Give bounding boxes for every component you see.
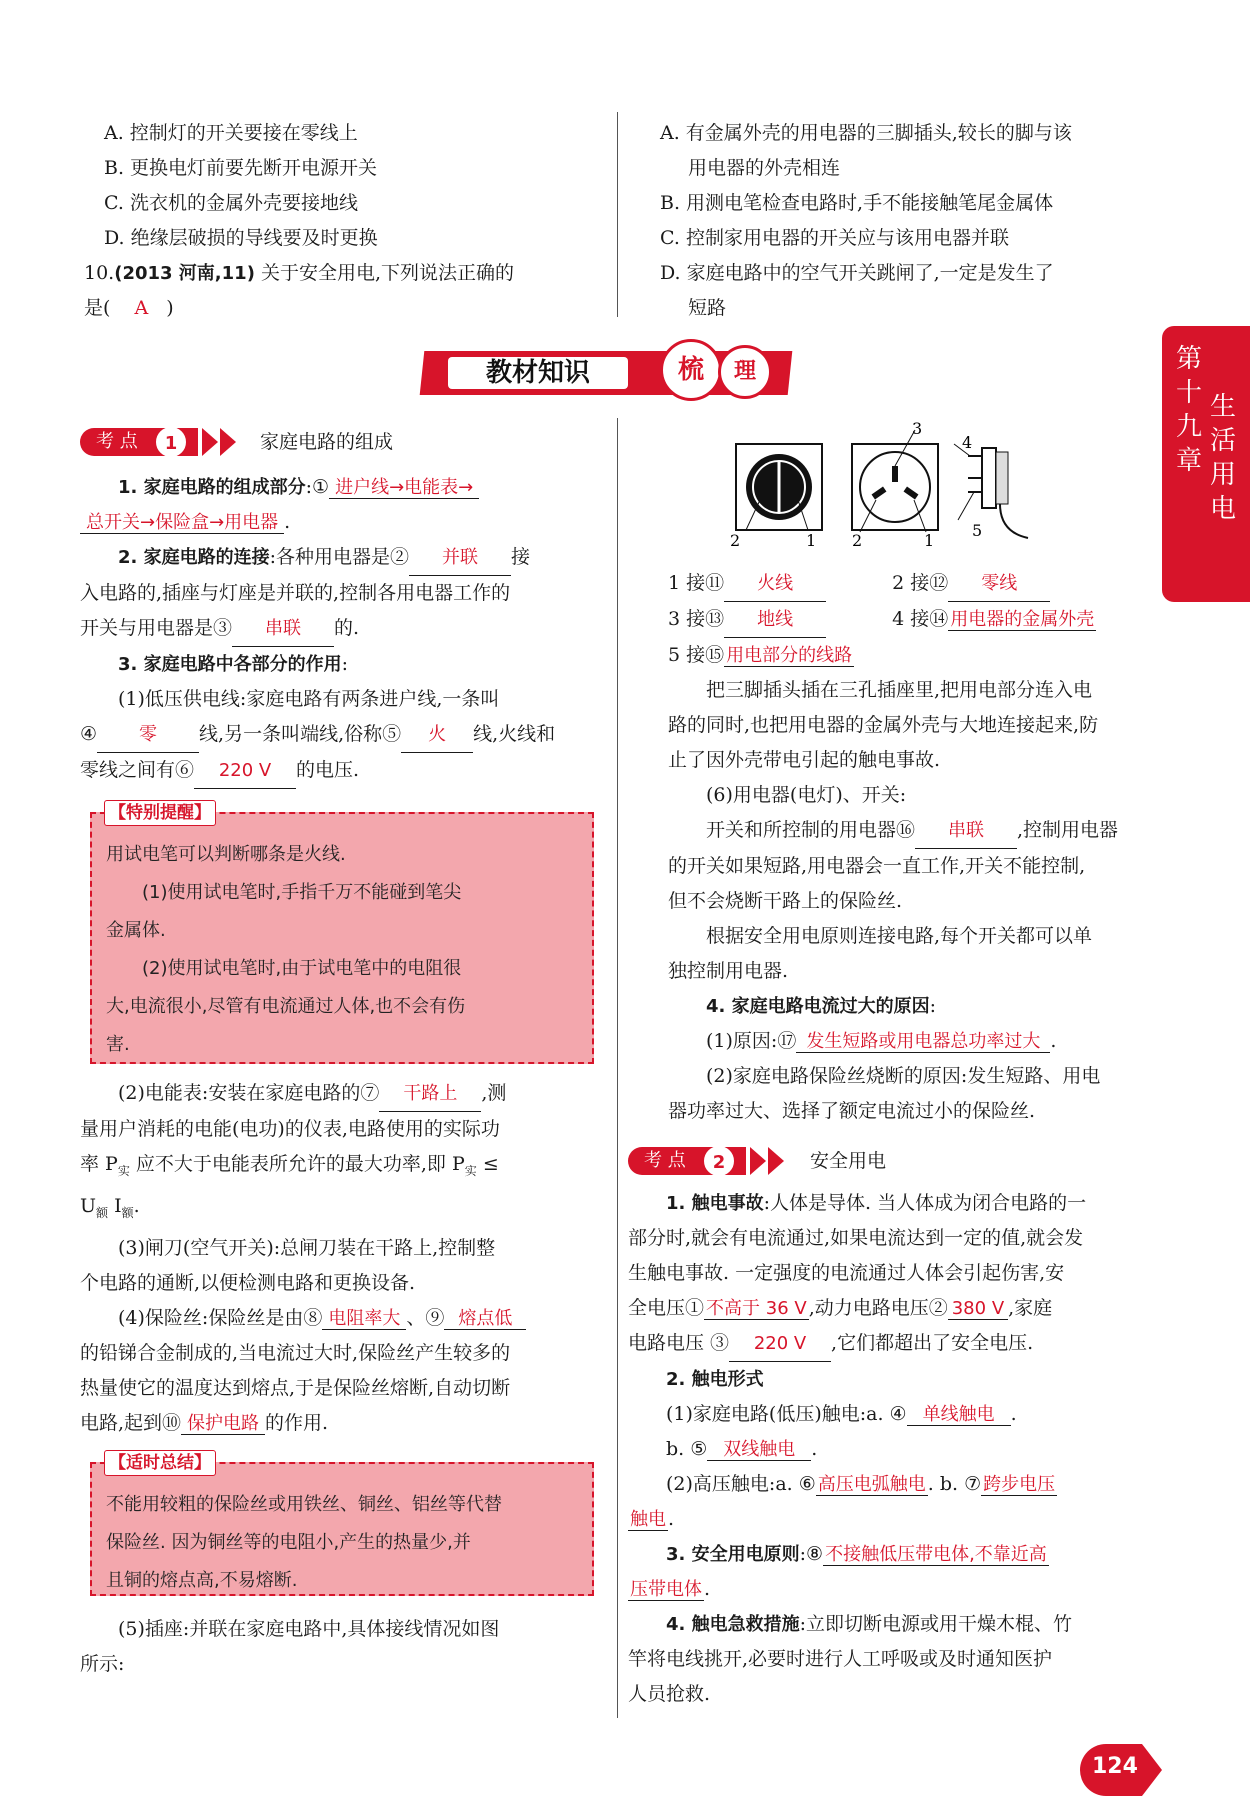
kaodian-1-header <box>80 424 580 460</box>
arrow-icon <box>768 1147 784 1175</box>
top-left-column <box>104 116 604 256</box>
kaodian-number: 2 <box>704 1146 734 1176</box>
kaodian-label: 考 点 <box>80 428 198 456</box>
answer-blank: 跨步电压 <box>983 1474 1056 1495</box>
figure-label: 2 <box>730 531 741 550</box>
right-main-column: 1 接⑪ 火线 2 接⑫ 零线 3 接⑬ 地线 4 接⑭ 用电器的金属外壳 5 接⑮ 用电部分的线路 把三脚插头插在三孔插座里,把用电部分连入电 路的同时,也把用电器的金属外壳与大地连接起来,防 止了因外壳带电引起的触电事故. (6)用电器(电灯)、开关: 开关和所控制的用电器⑯ 串联 ,控制用电器 的开关如果短路,用电器会一直工作,开关不能控制, 但不会烧断干路上的保险丝. 根据安全用电原则连接电路,每个开关都可以单 独控制用电器. 4. 家庭电路电流过大的原因: (1)原因:⑰ 发生短路或用电器总功率过大 . (2)家庭电路保险丝烧断的原因:发生短路、用电 器功率过大、选择了额定电流过小的保险丝. <box>668 566 1154 1129</box>
answer-blank: 用电器的金属外壳 <box>950 609 1095 630</box>
answer-blank: 高压电弧触电 <box>817 1474 926 1495</box>
top-right-column: A. 有金属外壳的用电器的三脚插头,较长的脚与该 用电器的外壳相连 B. 用测电笔检查电路时,手不能接触笔尾金属体 C. 控制家用电器的开关应与该用电器并联 D. 家庭电路中的空气开关跳闸了,一定是发生了 短路 <box>660 122 1072 319</box>
answer-blank: 单线触电 <box>907 1404 1011 1426</box>
answer-blank: 380 V <box>948 1298 1008 1320</box>
answer-blank: 压带电体 <box>630 1579 702 1600</box>
answer-blank: 火 <box>401 717 473 753</box>
answer-blank: 电阻率大 <box>322 1308 406 1330</box>
kaodian-label: 考 点 <box>628 1147 746 1175</box>
answer-blank: 双线触电 <box>707 1439 811 1461</box>
figure-label: 1 <box>806 531 817 550</box>
answer-blank: 地线 <box>724 602 826 638</box>
banner-char-1: 梳 <box>660 339 722 401</box>
answer-blank: 熔点低 <box>444 1308 526 1330</box>
box-tag: 【适时总结】 <box>104 1450 216 1476</box>
column-divider-main <box>617 418 618 1718</box>
page-number: 124 <box>1092 1754 1138 1779</box>
answer-blank: 保护电路 <box>181 1413 265 1435</box>
column-divider-top <box>617 112 618 317</box>
left-main-column-2: (2)电能表:安装在家庭电路的⑦ 干路上 ,测 量用户消耗的电能(电功)的仪表,电路使用的实际功 率 $P_实$ 应不大于电能表所允许的最大功率,即 $P_实$ ≤ $U_额$ $I_额$. (3)闸刀(空气开关):总闸刀装在干路上,控制整 个电路的通断,以便检测电路和更换设备. (4)保险丝:保险丝是由⑧ 电阻率大 、⑨ 熔点低 的铅锑合金制成的,当电流过大时,保险丝产生较多的 热量使它的温度达到熔点,于是保险丝熔断,自动切断 电路,起到⑩ 保护电路 的作用. <box>80 1076 604 1441</box>
option-d: D. 绝缘层破损的导线要及时更换 <box>104 227 378 249</box>
arrow-icon <box>202 428 218 456</box>
answer-blank: 零 <box>97 717 199 753</box>
timely-summary-box: 【适时总结】 不能用较粗的保险丝或用铁丝、铜丝、铝丝等代替 保险丝. 因为铜丝等的电阻小,产生的热量少,并 且铜的熔点高,不易熔断. <box>90 1462 594 1596</box>
answer-blank: 用电部分的线路 <box>726 645 853 666</box>
answer-blank: 总开关→保险盒→用电器 <box>80 512 284 534</box>
left-main-column: 1. 家庭电路的组成部分:① 进户线→电能表→ 总开关→保险盒→用电器 . 2. 家庭电路的连接:各种用电器是② 并联 接 入电路的,插座与灯座是并联的,控制各用电器工作的 开关与用电器是③ 串联 的. 3. 家庭电路中各部分的作用: (1)低压供电线:家庭电路有两条进户线,一条叫 ④ 零 线,另一条叫端线,俗称⑤ 火 线,火线和 零线之间有⑥ 220 V 的电压. <box>80 470 604 789</box>
question-source: (2013 河南,11) <box>114 263 255 284</box>
option-b: B. 更换电灯前要先断开电源开关 <box>104 157 378 179</box>
answer-blank: 零线 <box>948 566 1050 602</box>
answer-blank: 220 V <box>729 1326 831 1362</box>
left-main-column-3: (5)插座:并联在家庭电路中,具体接线情况如图 所示: <box>80 1618 500 1675</box>
option-a: A. 控制灯的开关要接在零线上 <box>104 122 358 144</box>
answer-blank: 不高于 36 V <box>706 1298 807 1319</box>
page-number-badge <box>1080 1744 1160 1796</box>
answer-blank: 不接触低压带电体,不靠近高 <box>825 1544 1047 1565</box>
answer-blank: 串联 <box>232 611 334 647</box>
banner-title: 教材知识 <box>448 357 628 389</box>
answer-blank: 火线 <box>724 566 826 602</box>
figure-label: 3 <box>912 420 923 438</box>
answer-blank: 并联 <box>409 540 511 576</box>
figure-label: 5 <box>972 521 983 540</box>
figure-label: 4 <box>962 433 973 452</box>
arrow-icon <box>220 428 236 456</box>
socket-wiring-figure <box>700 420 1040 550</box>
figure-label: 2 <box>852 531 863 550</box>
answer-blank: 220 V <box>194 753 296 789</box>
chapter-number: 第十九章 <box>1175 344 1202 476</box>
figure-label: 1 <box>924 531 935 550</box>
banner-char-2: 理 <box>718 345 772 399</box>
section-banner <box>422 335 790 407</box>
right-main-column-2: 1. 触电事故:人体是导体. 当人体成为闭合电路的一 部分时,就会有电流通过,如果电流达到一定的值,就会发 生触电事故. 一定强度的电流通过人体会引起伤害,安 全电压① 不高于 36 V ,动力电路电压② 380 V ,家庭 电路电压 ③ 220 V ,它们都超出了安全电压. 2. 触电形式 (1)家庭电路(低压)触电:a. ④ 单线触电 . b. ⑤ 双线触电 . (2)高压触电:a. ⑥ 高压电弧触电 . b. ⑦ 跨步电压 触电 . 3. 安全用电原则:⑧ 不接触低压带电体,不靠近高 压带电体 . 4. 触电急救措施:立即切断电源或用干燥木棍、竹 竿将电线挑开,必要时进行人工呼吸或及时通知医护 人员抢救. <box>628 1192 1087 1705</box>
question-10: 10.(2013 河南,11) 关于安全用电,下列说法正确的 是( A ) <box>84 262 515 319</box>
kaodian-title: 家庭电路的组成 <box>260 431 394 453</box>
kaodian-2-header <box>628 1143 1128 1179</box>
chapter-title: 生活用电 <box>1209 392 1236 524</box>
option-c: C. 洗衣机的金属外壳要接地线 <box>104 192 358 214</box>
kaodian-number: 1 <box>156 427 186 457</box>
answer-blank: 触电 <box>630 1509 666 1530</box>
answer-blank: 发生短路或用电器总功率过大 <box>796 1031 1050 1053</box>
arrow-icon <box>750 1147 766 1175</box>
kaodian-title: 安全用电 <box>810 1150 887 1172</box>
answer-blank: 进户线→电能表→ <box>329 477 479 499</box>
question-answer: A <box>134 297 149 319</box>
answer-blank: 干路上 <box>379 1076 481 1112</box>
special-reminder-box: 【特别提醒】 用试电笔可以判断哪条是火线. (1)使用试电笔时,手指千万不能碰到笔尖 金属体. (2)使用试电笔时,由于试电笔中的电阻很 大,电流很小,尽管有电流通过人体,也不会有伤 害. <box>90 812 594 1064</box>
answer-blank: 串联 <box>915 813 1017 849</box>
chapter-side-tab <box>1162 326 1250 602</box>
box-tag: 【特别提醒】 <box>104 800 216 826</box>
